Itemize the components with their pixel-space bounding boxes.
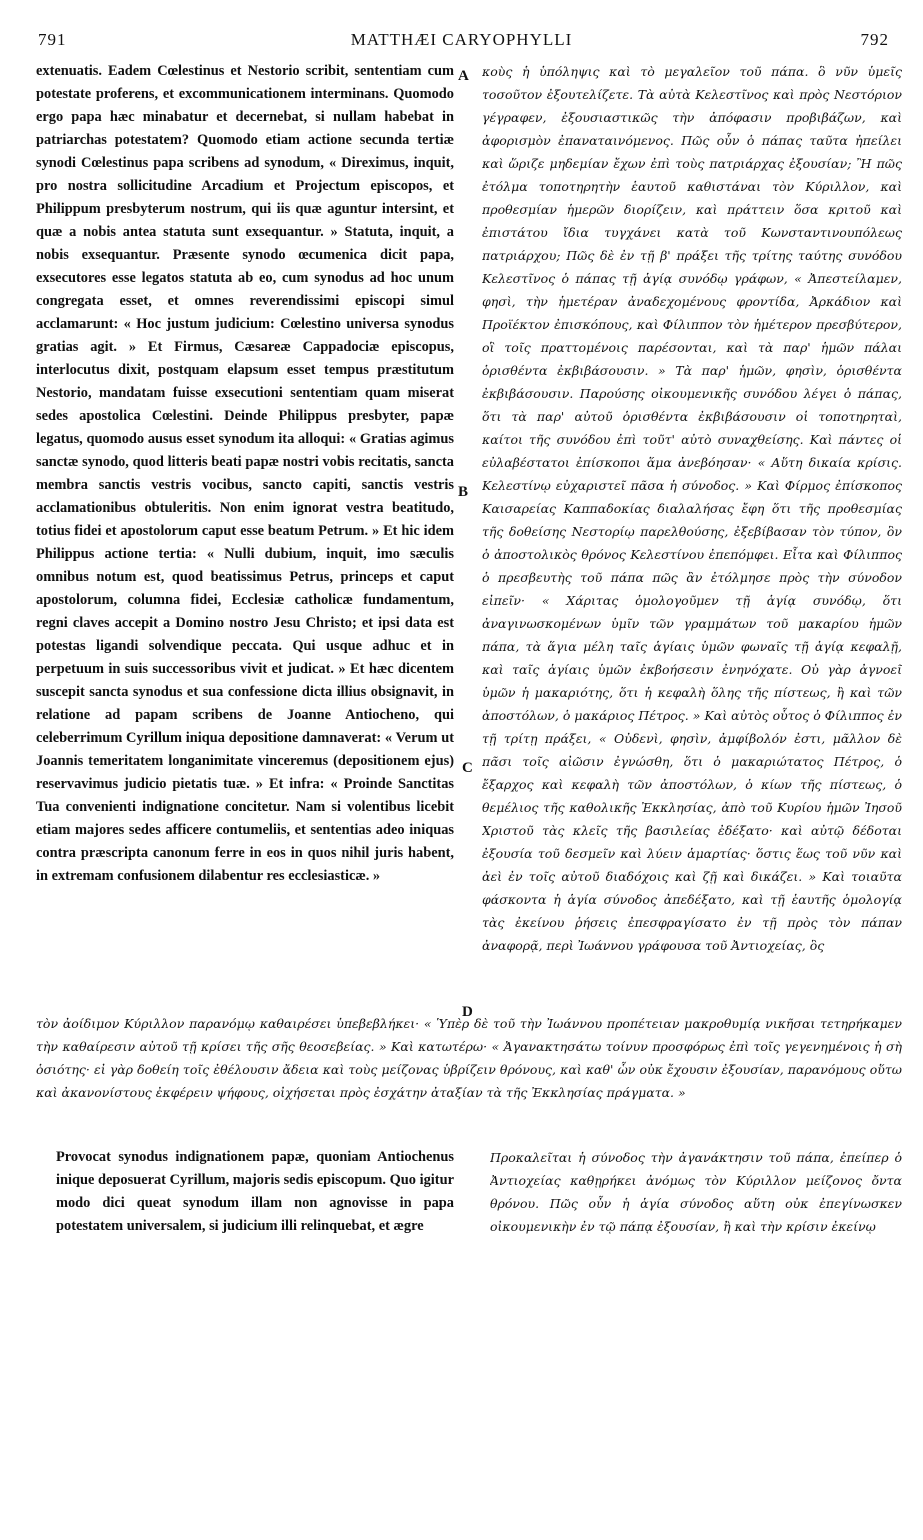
running-title: MATTHÆI CARYOPHYLLI: [350, 30, 573, 49]
margin-letter-c: C: [462, 760, 473, 776]
margin-letter-d: D: [462, 1004, 473, 1020]
greek-column-lower: Προκαλεῖται ἡ σύνοδος τὴν ἀγανάκτησιν τοῦ πάπα, ἐπείπερ ὁ Ἀντιοχείας καθῃρήκει ἀνόμως τὸν Κύριλλον μείζονος ὄντα θρόνου. Πῶς οὖν ἡ ἁγία σύνοδος αὕτη οὐκ ἐπεγίνωσκεν οἰκουμενικὴν ἐν τῷ πάπᾳ ἐξουσίαν, ἢ καὶ τὴν κρίσιν ἐκείνῳ: [490, 1150, 902, 1234]
page-number-left: 791: [38, 30, 67, 49]
margin-letter-b: B: [458, 484, 469, 500]
running-header: [30, 30, 893, 58]
greek-column: κοὺς ἡ ὑπόληψις καὶ τὸ μεγαλεῖον τοῦ πάπα. ὃ νῦν ὑμεῖς τοσοῦτον ἐξουτελίζετε. Τὰ αὐτὰ Κελεστῖνος καὶ πρὸς Νεστόριον γέγραφεν, ἐξουσιαστικῶς τὴν ἀπόφασιν προβιβάζων, καὶ ἀφορισμὸν ἐπαναταινόμενος. Πῶς οὖν ὁ πάπας ταῦτα ἠπείλει καὶ ὥριζε μηδεμίαν ἔχων ἐπὶ τοὺς πατριάρχας ἐξουσίαν; Ἢ πῶς ἐτόλμα τοποτηρητὴν ἑαυτοῦ καθιστάναι τὸν Κύριλλον, καὶ προθεσμίαν ἡμερῶν διορίζειν, καὶ πράττειν ὅσα κριτοῦ καὶ ἐπιστάτου ἴδια τυγχάνει κατὰ τοῦ Κωνσταντινουπόλεως πατριάρχου; Πῶς δὲ ἐν τῇ β' πράξει τῆς τρίτης ταύτης συνόδου Κελεστῖνος ὁ πάπας τῇ ἁγίᾳ συνόδῳ γράφων, « Ἀπεστείλαμεν, φησὶ, τὴν ἡμετέραν ἀναδεχομένους φροντίδα, Ἀρκάδιον καὶ Προϊέκτον ἐπισκόπους, καὶ Φίλιππον τὸν ἡμέτερον πρεσβύτερον, οἳ τοῖς πραττομένοις παρέσονται, καὶ τὰ παρ' ἡμῶν πάλαι ὁρισθέντα ἐκβιβάσουσιν. » Τὰ παρ' ἡμῶν, φησὶν, ὁρισθέντα ἐκβιβάσουσιν. Παρούσης οἰκουμενικῆς συνόδου λέγει ὁ πάπας, ὅτι τὰ παρ' αὐτοῦ ὁρισθέντα ἐκβιβάσουσιν οἱ τοποτηρηταὶ, καίτοι τῆς συνόδου ἐπὶ τοῦτ' αὐτὸ συναχθείσης. Καὶ πάντες οἱ εὐλαβέστατοι ἐπίσκοποι ἅμα ἀνεβόησαν· « Αὕτη δικαία κρίσις. Κελεστίνῳ εὐχαριστεῖ πᾶσα ἡ σύνοδος. » Καὶ Φίρμος ἐπίσκοπος Καισαρείας Καππαδοκίας διαλαλήσας ἔφη ὅτι τῆς προθεσμίας τῆς δοθείσης Νεστορίῳ παρελθούσης, ἐξεβίβασαν τὸν τύπον, ὃν ὁ ἀποστολικὸς θρόνος Κελεστίνου ἐπεπόμφει. Εἶτα καὶ Φίλιππος ὁ πρεσβευτὴς τοῦ πάπα πῶς ἂν ἐτόλμησε πρὸς τὴν σύνοδον εἰπεῖν· « Χάριτας ὁμολογοῦμεν τῇ ἁγίᾳ συνόδῳ, ὅτι ἀναγινωσκομένων ὑμῖν τῶν γραμμάτων τοῦ μακαρίου ἡμῶν πάπα, τὰ ἅγια μέλη ταῖς ἁγίαις ὑμῶν φωναῖς τῇ ἁγίᾳ κεφαλῇ, καὶ ταῖς ἁγίαις ὑμῶν ἐκβοήσεσιν ἐνηνόχατε. Οὐ γὰρ ἀγνοεῖ ὑμῶν ἡ μακαριότης, ὅτι ἡ κεφαλὴ ὅλης τῆς πίστεως, ἢ καὶ τῶν ἀποστόλων, ὁ μακάριος Πέτρος. » Καὶ αὐτὸς οὗτος ὁ Φίλιππος ἐν τῇ τρίτῃ πράξει, « Οὐδενὶ, φησὶν, ἀμφίβολόν ἐστι, μᾶλλον δὲ πᾶσι τοῖς αἰῶσιν ἐγνώσθη, ὅτι ὁ μακαριώτατος Πέτρος, ὁ ἔξαρχος καὶ κεφαλὴ τῶν ἀποστόλων, ὁ κίων τῆς πίστεως, ὁ θεμέλιος τῆς καθολικῆς Ἐκκλησίας, ἀπὸ τοῦ Κυρίου ἡμῶν Ἰησοῦ Χριστοῦ τὰς κλεῖς τῆς βασιλείας ἐδέξατο· καὶ αὐτῷ δέδοται ἐξουσία τοῦ δεσμεῖν καὶ λύειν ἁμαρτίας· ὅστις ἕως τοῦ νῦν καὶ ἀεὶ ἐν τοῖς αὐτοῦ διαδόχοις καὶ ζῇ καὶ δικάζει. » Καὶ τοιαῦτα φάσκοντα ἡ ἁγία σύνοδος ἀπεδέξατο, καὶ τῇ ἑαυτῆς ὁμολογίᾳ τὰς ἐκείνου ῥήσεις ἐπεσφραγίσατο ἐν τῇ πρὸς τὸν πάπαν ἀναφορᾷ, περὶ Ἰωάννου γράφουσα τοῦ Ἀντιοχείας, ὃς: [482, 64, 902, 953]
latin-column-lower: Provocat synodus indignationem papæ, quoniam Antiochenus inique deposuerat Cyrillum, majoris sedis episcopum. Quo igitur modo dici queat synodum illam non agnovisse in papa potestatem universalem, si judicium illi relinquebat, et ægre: [56, 1149, 454, 1234]
page-number-right: 792: [860, 30, 889, 49]
greek-full-width-passage: τὸν ἀοίδιμον Κύριλλον παρανόμῳ καθαιρέσει ὑπεβεβλήκει· « Ὑπὲρ δὲ τοῦ τὴν Ἰωάννου προπέτειαν μακροθυμίᾳ νικῆσαι τετηρήκαμεν τὴν καθαίρεσιν αὐτοῦ τῇ κρίσει τῆς σῆς θεοσεβείας. » Καὶ κατωτέρω· « Ἀγανακτησάτω τοίνυν προσφόρως ἐπὶ τοῖς γεγενημένοις ἡ σὴ ὁσιότης· εἰ γὰρ δοθείη τοῖς ἐθέλουσιν ἄδεια καὶ τοὺς μείζονας ὑβρίζειν θρόνους, καὶ καθ' ὧν οὐκ ἔχουσιν ἐξουσίαν, παρανόμους οὕτω καὶ ἀκανονίστους ἐκφέρειν ψήφους, οἰχήσεται πρὸς ἐσχάτην ἀταξίαν τὰ τῆς Ἐκκλησίας πράγματα. »: [36, 1016, 902, 1100]
latin-column: extenuatis. Eadem Cœlestinus et Nestorio scribit, sententiam cum potestate proferens, et excommunicationem interminans. Quomodo ergo papa hæc minabatur et decernebat, si nullam habebat in patriarchas potestatem? Quomodo etiam actione secunda tertiæ synodi Cœlestinus papa scribens ad synodum, « Direximus, inquit, pro nostra sollicitudine Arcadium et Projectum episcopos, et Philippum presbyterum nostrum, qui iis quæ aguntur intersint, et quæ a nobis antea statuta sunt exsequantur. » Statuta, inquit, a nobis exsequantur. Præsente synodo œcumenica dicit papa, exsecutores esse legatos statuta ab eo, cum synodus ad hoc unum congregata esset, et omnes reverendissimi episcopi simul acclamarunt: « Hoc justum judicium: Cœlestino universa synodus gratias agit. » Et Firmus, Cæsareæ Cappadociæ episcopus, interlocutus dixit, postquam elapsum esset tempus præstitutum Nestorio, mandatam fuisse exsecutioni sententiam quam miserat sedes apostolica Cœlestini. Deinde Philippus presbyter, papæ legatus, quomodo ausus esset synodum ita alloqui: « Gratias agimus sanctæ synodo, quod litteris beati papæ nostri vobis recitatis, sancta membra sanctis vestris vocibus, sancto capiti, sanctis vestris acclamationibus obtuleritis. Non enim ignorat vestra beatitudo, totius fidei et apostolorum caput esse beatum Petrum. » Et hic idem Philippus actione tertia: « Nulli dubium, inquit, imo sæculis omnibus notum est, quod beatissimus Petrus, princeps et caput apostolorum, columna fidei, Ecclesiæ catholicæ fundamentum, regni claves accepit a Domino nostro Jesu Christo; et ipsi data est potestas ligandi solvendique peccata. Qui usque adhuc et in perpetuum in suis successoribus vivit et judicat. » Et hæc dicentem suscepit sancta synodus et sua confessione dicta illius obsignavit, in relatione ad papam scribens de Joanne Antiocheno, qui celeberrimum Cyrillum iniqua depositione damnaverat: « Verum ut Joannis temeritatem longanimitate vinceremus (depositionem ejus) reservavimus judicio pietatis tuæ. » Et infra: « Proinde Sanctitas Tua convenienti indignatione concitetur. Nam si volentibus licebit etiam majores sedes afficere contumeliis, et sententias adeo iniquas contra præscripta canonum ferre in eos in quos nihil juris habent, in extremam confusionem dilabentur res ecclesiasticæ. »: [36, 63, 454, 884]
margin-letter-a: A: [458, 68, 469, 84]
